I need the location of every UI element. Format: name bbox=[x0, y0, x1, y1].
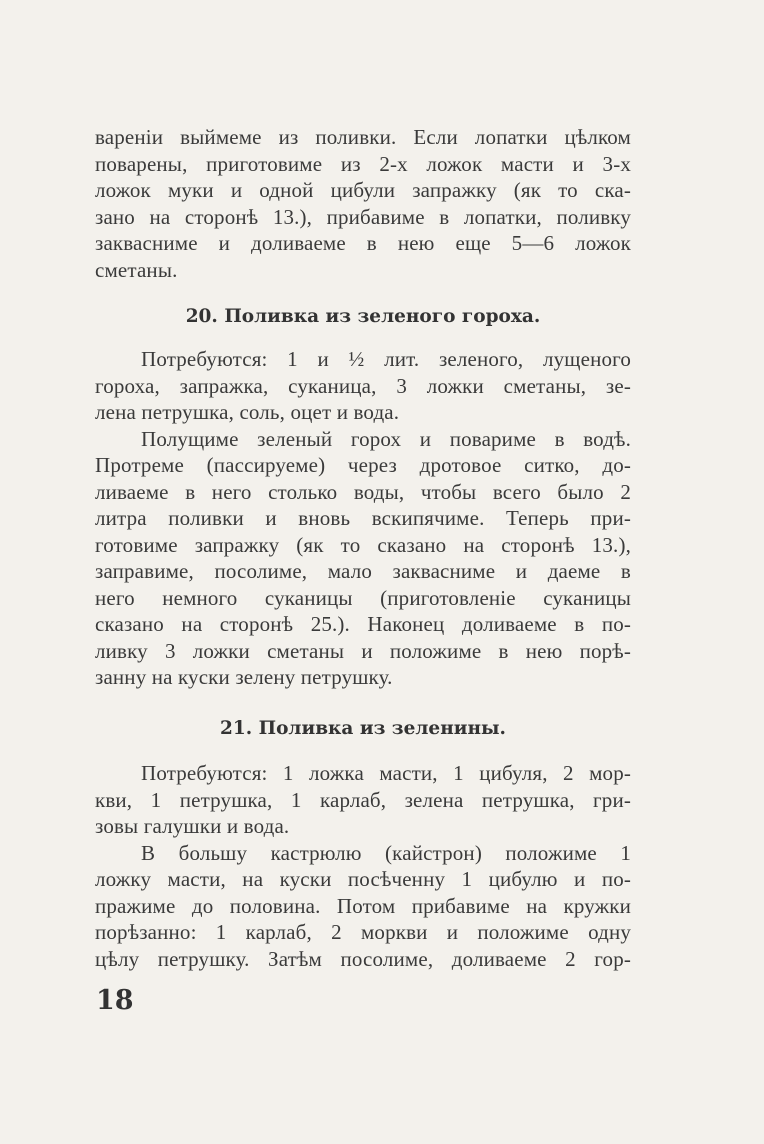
text-line: сметаны. bbox=[95, 257, 178, 282]
text-line: В большу кастрюлю (кайстрон) положиме 1 bbox=[141, 840, 631, 865]
recipe-21-title: 21. Поливка из зеленины. bbox=[220, 718, 506, 739]
text-line: него немного суканицы (приготовленiе суканицы bbox=[95, 585, 631, 610]
text-line: ложку масти, на куски посѣченну 1 цибулю и по- bbox=[95, 867, 631, 891]
page-number: 18 bbox=[96, 985, 134, 1016]
text-line: ложок муки и одной цибули запражку (як то ска- bbox=[95, 178, 631, 202]
text-line: Протреме (пассируеме) через дротовое ситко, до- bbox=[95, 453, 631, 477]
text-line: пражиме до половина. Потом прибавиме на кружки bbox=[95, 893, 631, 918]
text-line: Потребуются: 1 и ½ лит. зеленого, лущеного bbox=[141, 347, 631, 371]
text-line: Полущиме зеленый горох и повариме в водѣ. bbox=[141, 426, 631, 451]
text-line: занну на куски зелену петрушку. bbox=[95, 665, 393, 689]
continued-text bbox=[95, 124, 631, 283]
text-line: зовы галушки и вода. bbox=[95, 814, 290, 838]
recipe-20-title: 20. Поливка из зеленого гороха. bbox=[185, 306, 541, 327]
text-line: литра поливки и вновь вскипячиме. Теперь при- bbox=[95, 506, 631, 530]
text-line: ливку 3 ложки сметаны и положиме в нею порѣ- bbox=[95, 638, 631, 663]
text-line: сказано на сторонѣ 25.). Наконец доливаеме в по- bbox=[95, 612, 631, 636]
text-line: порѣзанно: 1 карлаб, 2 моркви и положиме одну bbox=[95, 920, 631, 944]
text-line: зано на сторонѣ 13.), прибавиме в лопатки, поливку bbox=[95, 204, 631, 229]
text-line: варенiи выймеме из поливки. Если лопатки цѣлком bbox=[95, 125, 631, 149]
text-line: ливаеме в него столько воды, чтобы всего было 2 bbox=[95, 479, 631, 504]
text-line: заквасниме и доливаеме в нею еще 5—6 ложок bbox=[95, 231, 631, 255]
text-line: заправиме, посолиме, мало заквасниме и даеме в bbox=[95, 559, 631, 583]
text-line: цѣлу петрушку. Затѣм посолиме, доливаеме 2 гор- bbox=[95, 946, 631, 971]
text-line: кви, 1 петрушка, 1 карлаб, зелена петрушка, гри- bbox=[95, 787, 631, 812]
text-line: Потребуются: 1 ложка масти, 1 цибуля, 2 мор- bbox=[141, 761, 631, 785]
text-line: лена петрушка, соль, оцет и вода. bbox=[95, 400, 400, 424]
recipe-20-body bbox=[95, 346, 631, 691]
text-line: поварены, приготовиме из 2-х ложок масти и 3-х bbox=[95, 151, 631, 176]
text-line: готовиме запражку (як то сказано на сторонѣ 13.), bbox=[95, 532, 631, 557]
text-line: гороха, запражка, суканица, 3 ложки сметаны, зе- bbox=[95, 373, 631, 398]
recipe-21-body bbox=[95, 760, 631, 972]
